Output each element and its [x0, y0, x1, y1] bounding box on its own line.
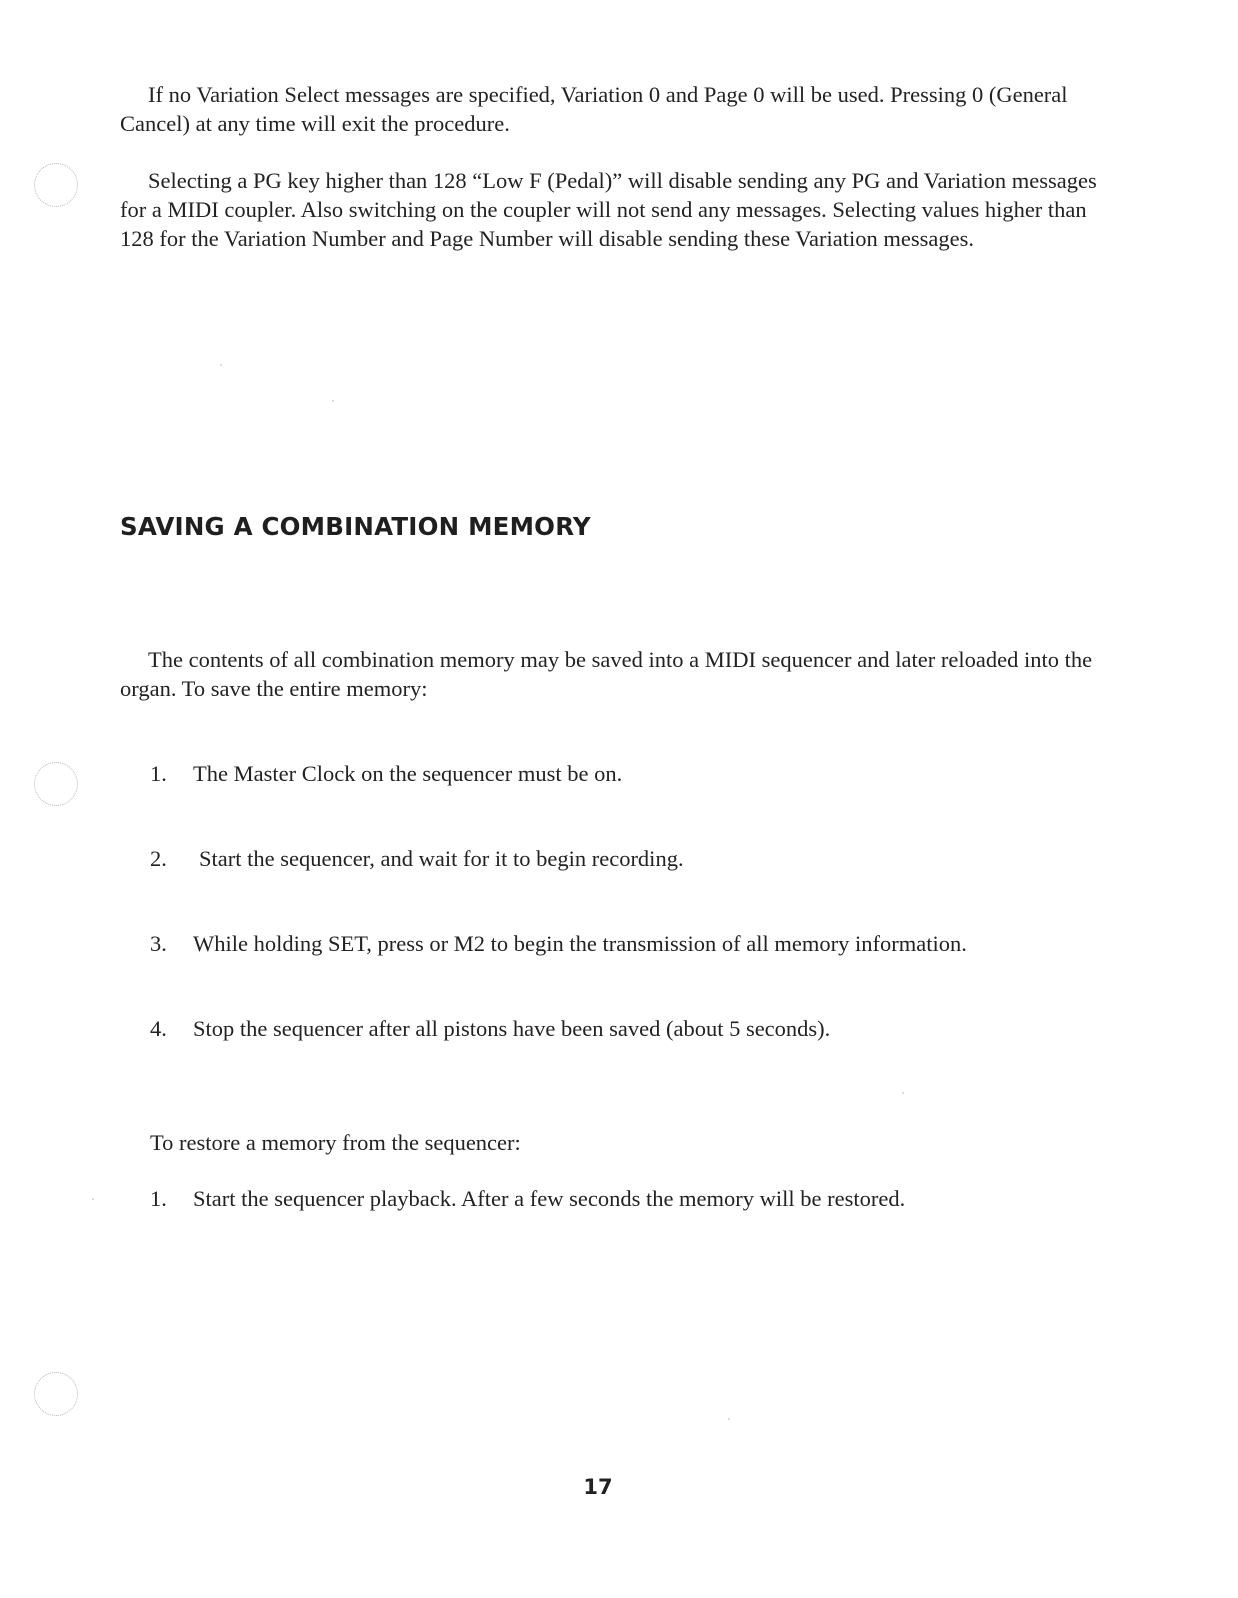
section-heading: SAVING A COMBINATION MEMORY — [120, 512, 591, 541]
punch-hole-top — [34, 163, 78, 207]
list-item — [150, 1014, 1110, 1043]
scan-speck — [220, 364, 222, 366]
scan-speck — [332, 400, 334, 402]
paragraph-pg-key-note: Selecting a PG key higher than 128 “Low F (Pedal)” will disable sending any PG and Variation messages for a MIDI coupler. Also switching on the coupler will not send any messages. Selecting values higher than 128 for the Variation Number and Page Number will disable sending these Variation messages. — [120, 168, 1097, 251]
scan-speck — [92, 1198, 94, 1200]
step-number: 1. — [150, 761, 167, 786]
list-item — [150, 844, 1110, 873]
step-text: While holding SET, press or M2 to begin the transmission of all memory information. — [193, 931, 967, 956]
step-number: 1. — [150, 1186, 167, 1211]
scan-speck — [902, 1092, 904, 1094]
paragraph-restore-intro: To restore a memory from the sequencer: — [150, 1130, 521, 1155]
punch-hole-bottom — [34, 1372, 78, 1416]
list-item — [150, 1184, 1110, 1213]
scan-speck — [728, 1418, 730, 1420]
list-item — [150, 759, 1110, 788]
step-text: Start the sequencer, and wait for it to begin recording. — [199, 846, 684, 871]
step-text: Stop the sequencer after all pistons have been saved (about 5 seconds). — [193, 1016, 831, 1041]
step-text: The Master Clock on the sequencer must be on. — [193, 761, 623, 786]
paragraph-save-intro: The contents of all combination memory may be saved into a MIDI sequencer and later reloaded into the organ. To save the entire memory: — [120, 647, 1093, 701]
step-text: Start the sequencer playback. After a few seconds the memory will be restored. — [193, 1186, 906, 1211]
step-number: 3. — [150, 931, 167, 956]
step-number: 2. — [150, 846, 167, 871]
step-number: 4. — [150, 1016, 167, 1041]
paragraph-variation-default: If no Variation Select messages are specified, Variation 0 and Page 0 will be used. Pressing 0 (General Cancel) at any time will exit the procedure. — [120, 82, 1068, 136]
punch-hole-middle — [34, 762, 78, 806]
list-item — [150, 929, 1110, 958]
page-number: 17 — [583, 1475, 613, 1499]
